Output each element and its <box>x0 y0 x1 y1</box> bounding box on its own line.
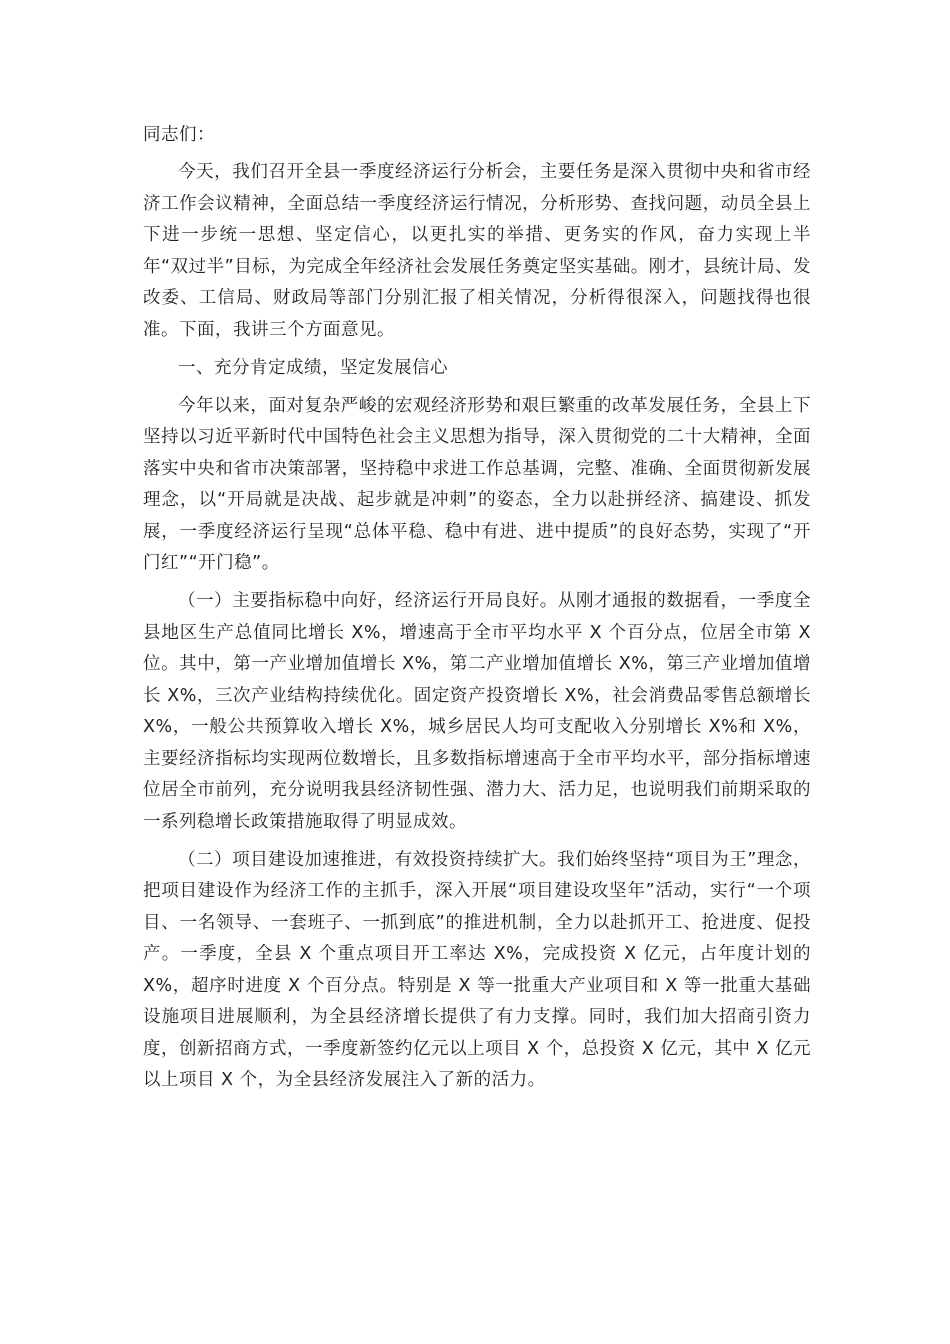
point-1-paragraph: （一）主要指标稳中向好，经济运行开局良好。从刚才通报的数据看，一季度全县地区生产总值同比增长 X%，增速高于全市平均水平 X 个百分点，位居全市第 X 位。其中，第一产业增加值增长 X%，第二产业增加值增长 X%，第三产业增加值增长 X%，三次产业结构持续优化。固定资产投资增长 X%，社会消费品零售总额增长 X%，一般公共预算收入增长 X%，城乡居民人均可支配收入分别增长 X%和 X%，主要经济指标均实现两位数增长，且多数指标增速高于全市平均水平，部分指标增速位居全市前列，充分说明我县经济韧性强、潜力大、活力足，也说明我们前期采取的一系列稳增长政策措施取得了明显成效。 <box>143 591 811 832</box>
document-page <box>143 120 811 1103</box>
intro-paragraph: 今天，我们召开全县一季度经济运行分析会，主要任务是深入贯彻中央和省市经济工作会议精神，全面总结一季度经济运行情况，分析形势、查找问题，动员全县上下进一步统一思想、坚定信心，以更扎实的举措、更务实的作风，奋力实现上半年“双过半”目标，为完成全年经济社会发展任务奠定坚实基础。刚才，县统计局、发改委、工信局、财政局等部门分别汇报了相关情况，分析得很深入，问题找得也很准。下面，我讲三个方面意见。 <box>143 162 811 340</box>
section-1-intro-paragraph: 今年以来，面对复杂严峻的宏观经济形势和艰巨繁重的改革发展任务，全县上下坚持以习近平新时代中国特色社会主义思想为指导，深入贯彻党的二十大精神，全面落实中央和省市决策部署，坚持稳中求进工作总基调，完整、准确、全面贯彻新发展理念，以“开局就是决战、起步就是冲刺”的姿态，全力以赴拼经济、搞建设、抓发展，一季度经济运行呈现“总体平稳、稳中有进、进中提质”的良好态势，实现了“开门红”“开门稳”。 <box>143 395 811 573</box>
salutation: 同志们： <box>143 125 215 145</box>
point-2-paragraph: （二）项目建设加速推进，有效投资持续扩大。我们始终坚持“项目为王”理念，把项目建设作为经济工作的主抓手，深入开展“项目建设攻坚年”活动，实行“一个项目、一名领导、一套班子、一抓到底”的推进机制，全力以赴抓开工、抢进度、促投产。一季度，全县 X 个重点项目开工率达 X%，完成投资 X 亿元，占年度计划的 X%，超序时进度 X 个百分点。特别是 X 等一批重大产业项目和 X 等一批重大基础设施项目进展顺利，为全县经济增长提供了有力支撑。同时，我们加大招商引资力度，创新招商方式，一季度新签约亿元以上项目 X 个，总投资 X 亿元，其中 X 亿元以上项目 X 个，为全县经济发展注入了新的活力。 <box>143 849 811 1090</box>
section-1-heading: 一、充分肯定成绩，坚定发展信心 <box>178 357 448 378</box>
